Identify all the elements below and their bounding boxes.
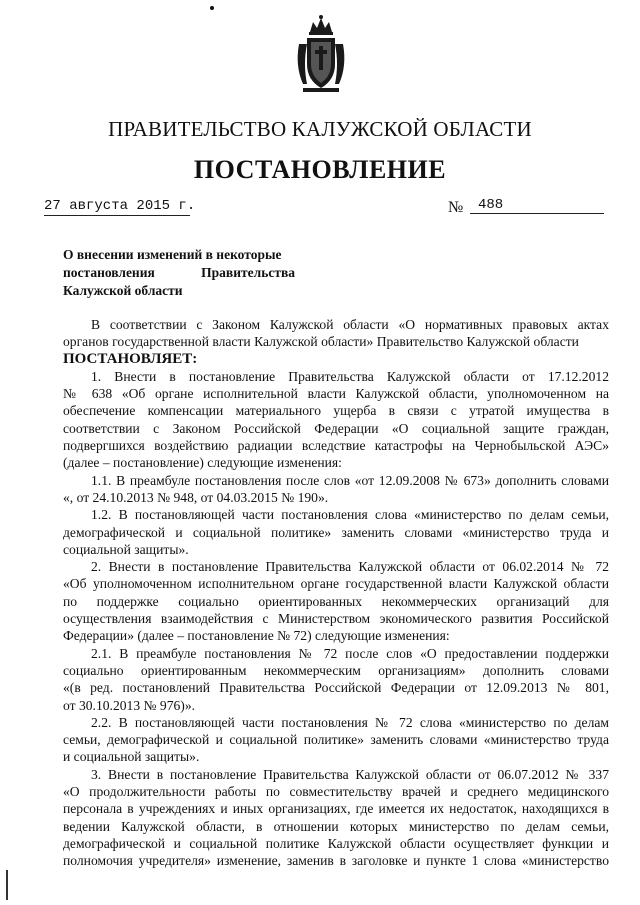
body-line: по поддержке социально ориентированных некоммерческих организаций для (63, 593, 609, 609)
subject-line: О внесении изменений в некоторые (63, 247, 282, 262)
coat-of-arms-icon (293, 14, 349, 94)
body-line: «, от 24.10.2013 № 948, от 04.03.2015 № 190». (63, 489, 329, 505)
body-line: и социальной защиты». (63, 749, 200, 765)
body-line: 3. Внести в постановление Правительства Калужской области от 06.07.2012 № 337 (91, 766, 609, 782)
number-label: № (448, 199, 464, 216)
date-underline (44, 215, 190, 216)
body-line: 1.2. В постановляющей части постановления слова «министерство по делам семьи, (91, 507, 609, 523)
body-line: «О продолжительности работы по совместительству врачей и среднего медицинского (63, 784, 609, 800)
body-line: демографической и социальной политике» заменить словами «министерство труда и (63, 524, 609, 540)
body-line: персонала в учреждениях и иных организациях, где имеется их недостаток, находящихся в (63, 801, 609, 817)
body-line: 2.1. В преамбуле постановления № 72 после слов «О предоставлении поддержки (91, 645, 609, 661)
body-line: подвергшихся воздействию радиации вследствие катастрофы на Чернобыльской АЭС» (63, 438, 609, 454)
body-line: демографической и социальной политике Калужской области осуществляет функции и (63, 835, 609, 851)
body-line: ведении Калужской области, в отношении которых министерство по делам семьи, (63, 818, 609, 834)
subject-line (63, 264, 295, 282)
resolves-heading: ПОСТАНОВЛЯЕТ: (63, 350, 198, 367)
body-line: от 30.10.2013 № 976)». (63, 697, 196, 713)
document-date: 27 августа 2015 г. (44, 198, 196, 214)
body-line: социальной защиты». (63, 541, 189, 557)
scan-edge-mark (6, 870, 8, 900)
document-number: 488 (478, 197, 504, 213)
body-line: «(в ред. постановлений Правительства Российской Федерации от 12.09.2013 № 801, (63, 680, 609, 696)
subject-word: постановления (63, 265, 155, 280)
body-line: 1.1. В преамбуле постановления после слов «от 12.09.2008 № 673» дополнить словами (91, 472, 609, 488)
number-underline (470, 213, 604, 214)
body-line: «Об уполномоченном исполнительном органе государственной власти Калужской области (63, 576, 609, 592)
body-line: органов государственной власти Калужской области» Правительство Калужской области (63, 334, 579, 350)
body-line: осуществления взаимодействия с Министерством экономического развития Российской (63, 611, 609, 627)
document-body (63, 316, 609, 870)
body-line: (далее – постановление) следующие изменения: (63, 455, 342, 471)
body-line: полномочия учредителя» изменение, заменив в заголовке и пункте 1 слова «министерство (63, 853, 609, 869)
document-subject (63, 246, 303, 300)
body-line: обеспечение компенсации материального ущерба в связи с утратой имущества в (63, 403, 609, 419)
body-line: В соответствии с Законом Калужской области «О нормативных правовых актах (91, 317, 609, 332)
subject-line: Калужской области (63, 283, 183, 298)
body-line: 2.2. В постановляющей части постановления № 72 слова «министерство по делам (91, 714, 609, 730)
document-type-title: ПОСТАНОВЛЕНИЕ (193, 155, 447, 184)
organization-title: ПРАВИТЕЛЬСТВО КАЛУЖСКОЙ ОБЛАСТИ (108, 117, 532, 141)
body-line: социально ориентированным некоммерческим организациям» дополнить словами (63, 662, 609, 678)
body-line: 1. Внести в постановление Правительства Калужской области от 17.12.2012 (91, 368, 609, 384)
body-line: соответствии с Законом Российской Федерации «О социальной защите граждан, (63, 420, 609, 436)
scan-dot (210, 6, 214, 10)
body-line: 2. Внести в постановление Правительства Калужской области от 06.02.2014 № 72 (91, 559, 609, 575)
subject-word: Правительства (201, 265, 295, 280)
body-line: семьи, демографической и социальной политике» заменить словами «министерство труда (63, 732, 609, 748)
body-line: Федерации» (далее – постановление № 72) следующие изменения: (63, 628, 450, 644)
body-line: № 638 «Об органе исполнительной власти Калужской области, уполномоченном на (63, 386, 609, 402)
